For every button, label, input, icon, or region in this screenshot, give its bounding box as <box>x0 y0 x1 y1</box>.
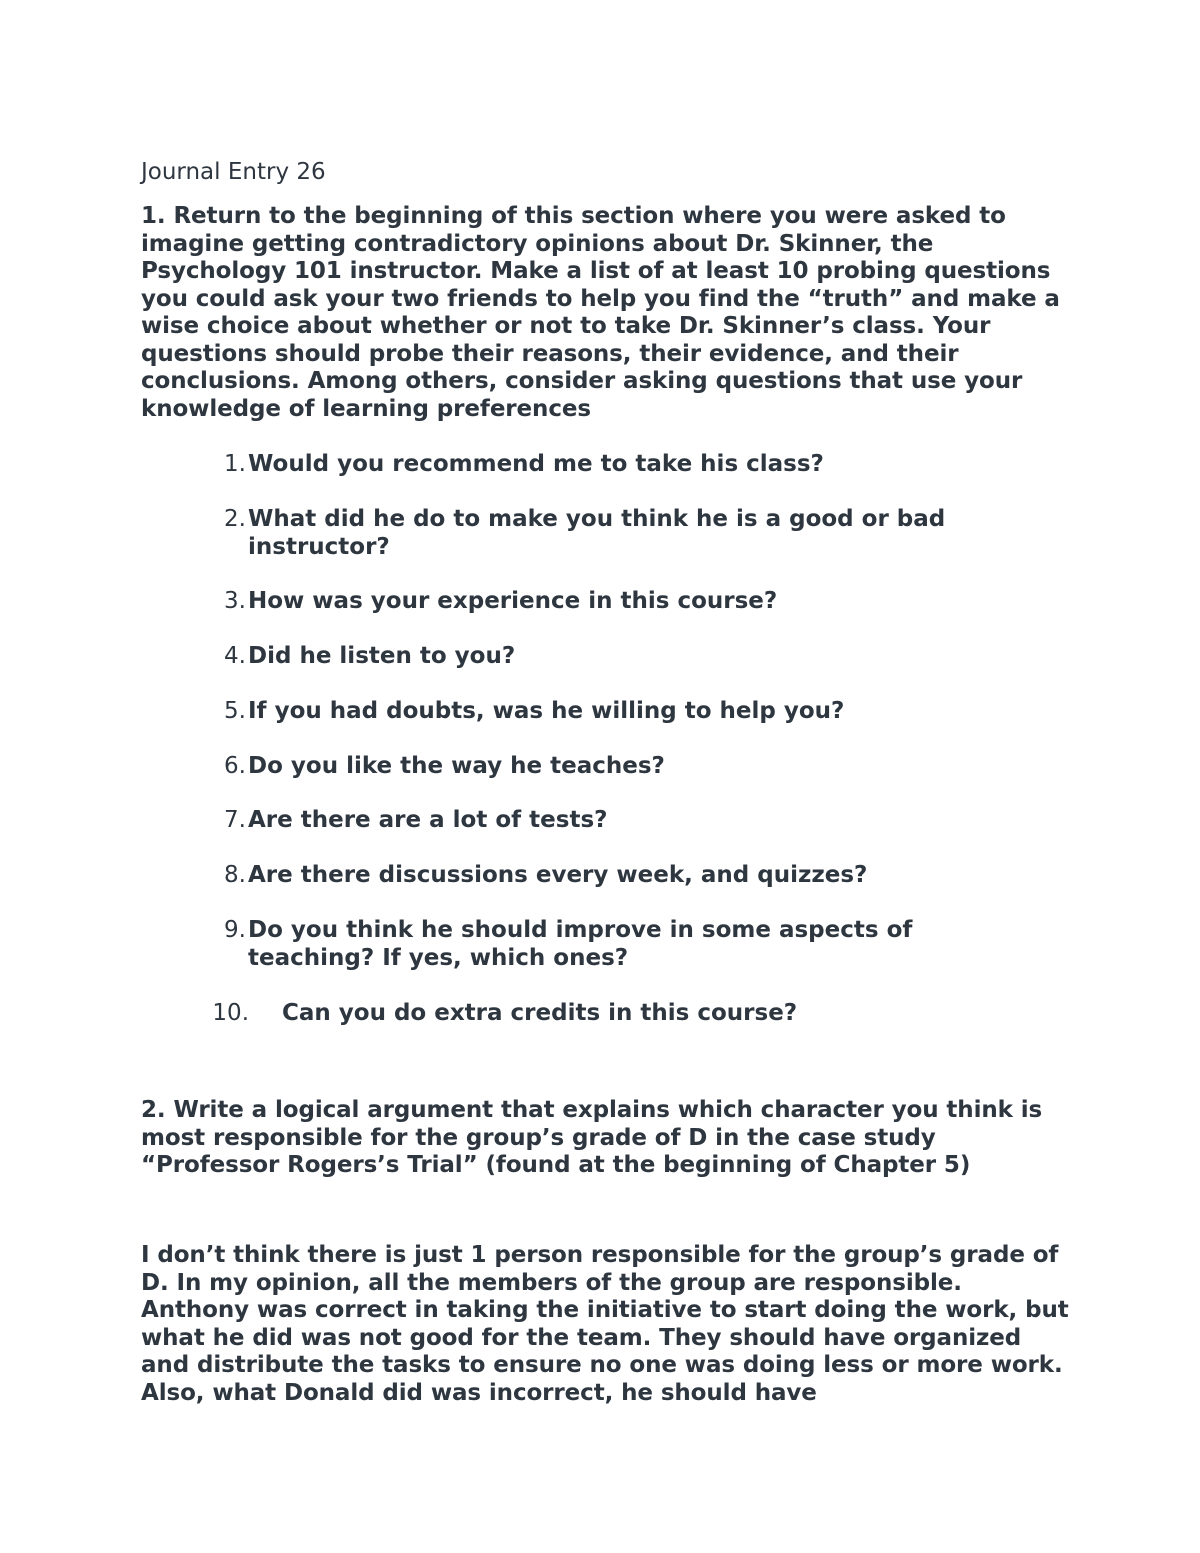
question-2-answer: I don’t think there is just 1 person responsible for the group’s grade of D. In my opinion, all the members of the group are responsible. Anthony was correct in taking the initiative to start doing the work, but what he did was not good for the team. They should have organized and distribute the tasks to ensure no one was doing less or more work. Also, what Donald did was incorrect, he should have <box>141 1242 1069 1406</box>
list-item-number: 9. <box>224 917 246 943</box>
list-item-text: Did he listen to you? <box>248 643 516 669</box>
list-item-text: What did he do to make you think he is a good or bad instructor? <box>248 506 946 560</box>
list-item-number: 4. <box>224 643 246 669</box>
list-item-number: 8. <box>224 862 246 888</box>
list-item-text: If you had doubts, was he willing to help you? <box>248 698 845 724</box>
list-item-text: Would you recommend me to take his class? <box>248 451 824 477</box>
list-item-number: 1. <box>224 451 246 477</box>
list-item-text: Do you think he should improve in some aspects of teaching? If yes, which ones? <box>248 917 913 971</box>
list-item-number: 6. <box>224 753 246 779</box>
list-item-number: 10. <box>212 1000 249 1026</box>
list-item-text: Do you like the way he teaches? <box>248 753 665 779</box>
question-2-prompt: 2. Write a logical argument that explains which character you think is most responsible for the group’s grade of D in the case study “Professor Rogers’s Trial” (found at the beginning of Chapter 5) <box>141 1097 1043 1178</box>
document-title: Journal Entry 26 <box>141 159 326 185</box>
list-item-number: 3. <box>224 588 246 614</box>
list-item-number: 5. <box>224 698 246 724</box>
list-item-number: 7. <box>224 807 246 833</box>
list-item-text: Are there are a lot of tests? <box>248 807 608 833</box>
list-item-text: How was your experience in this course? <box>248 588 778 614</box>
list-item-text: Can you do extra credits in this course? <box>282 1000 798 1026</box>
question-1-prompt: 1. Return to the beginning of this section where you were asked to imagine getting contradictory opinions about Dr. Skinner, the Psychology 101 instructor. Make a list of at least 10 probing questions you could ask your two friends to help you find the “truth” and make a wise choice about whether or not to take Dr. Skinner’s class. Your questions should probe their reasons, their evidence, and their conclusions. Among others, consider asking questions that use your knowledge of learning preferences <box>141 203 1060 422</box>
list-item-number: 2. <box>224 506 246 532</box>
list-item-text: Are there discussions every week, and quizzes? <box>248 862 868 888</box>
